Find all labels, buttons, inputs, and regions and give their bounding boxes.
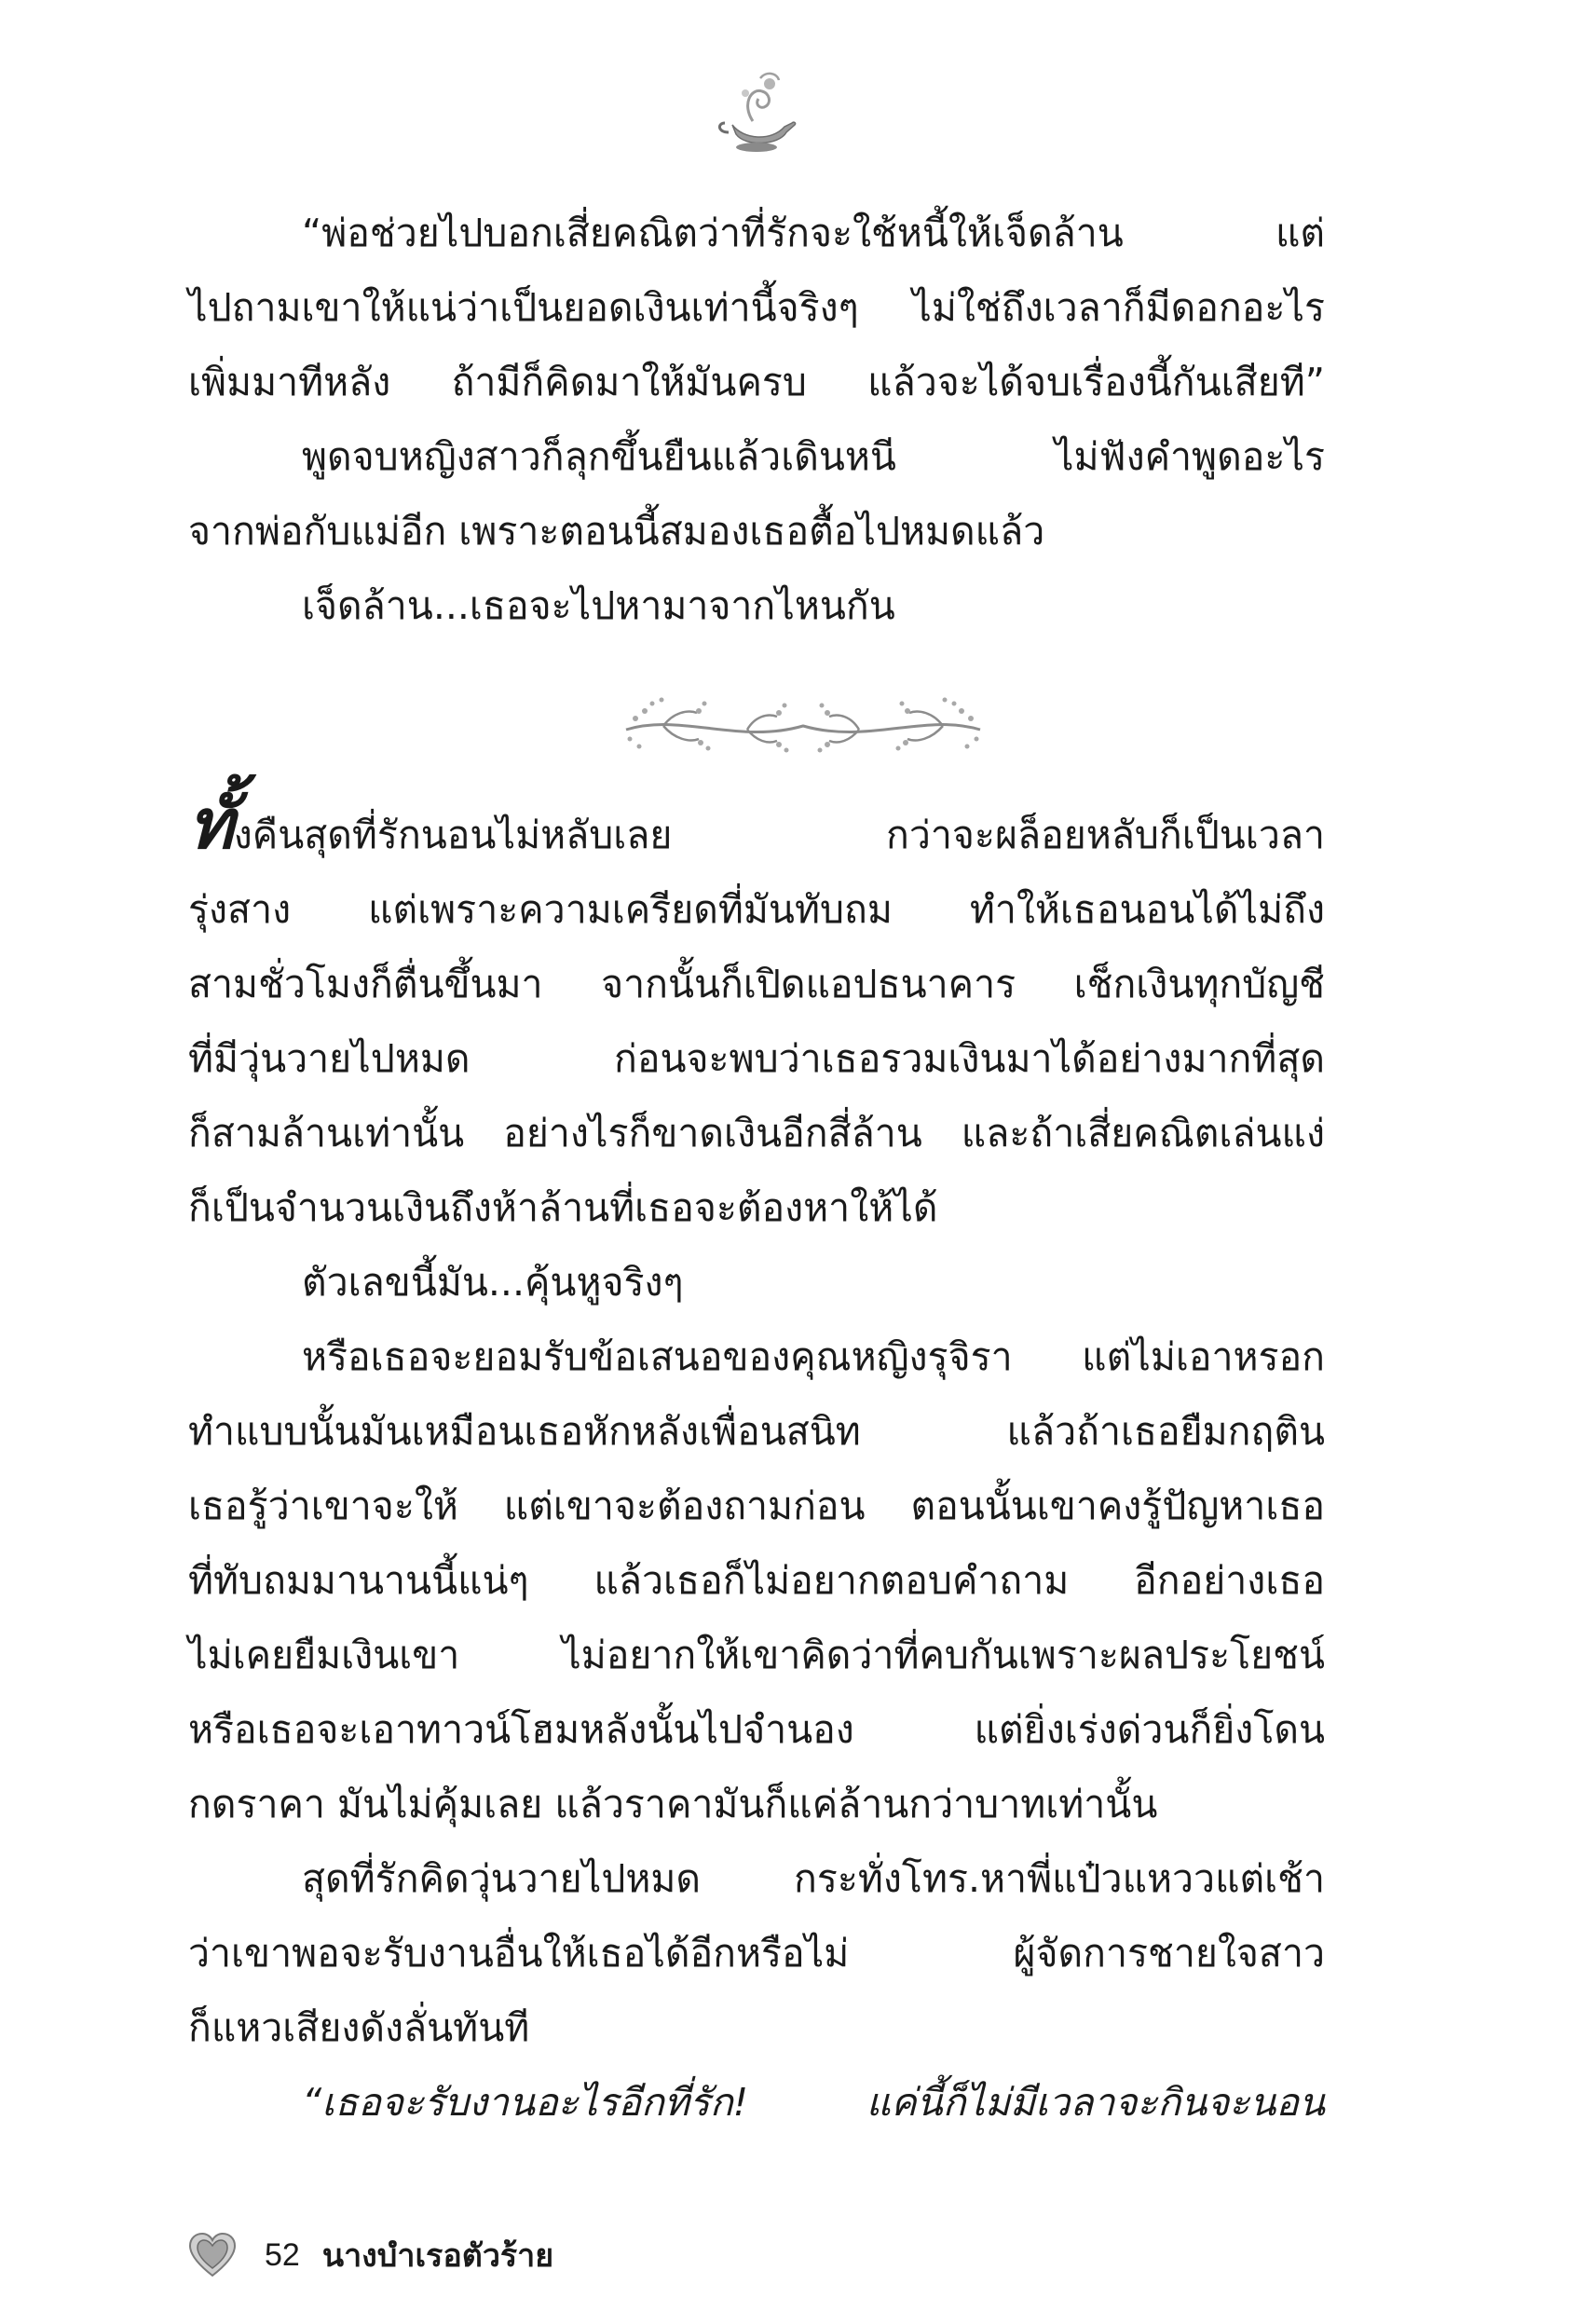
text-line: รุ่งสาง แต่เพราะความเครียดที่มันทับถม ทำให้เธอนอนได้ไม่ถึง <box>188 887 1325 932</box>
text-line: ก็แหวเสียงดังลั่นทันที <box>188 2005 530 2050</box>
text-line: เธอรู้ว่าเขาจะให้ แต่เขาจะต้องถามก่อน ตอนนั้นเขาคงรู้ปัญหาเธอ <box>188 1484 1325 1528</box>
text-line: สามชั่วโมงก็ตื่นขึ้นมา จากนั้นก็เปิดแอปธนาคาร เช็กเงินทุกบัญชี <box>188 962 1325 1006</box>
first-line-text: งคืนสุดที่รักนอนไม่หลับเลย กว่าจะผล็อยหลับก็เป็นเวลา <box>233 813 1325 857</box>
text-line: สุดที่รักคิดวุ่นวายไปหมด กระทั่งโทร.หาพี่แป๋วแหววแต่เช้า <box>302 1856 1325 1901</box>
text-line: ที่ทับถมมานานนี้แน่ๆ แล้วเธอก็ไม่อยากตอบคำถาม อีกอย่างเธอ <box>188 1558 1325 1603</box>
text-line: “เธอจะรับงานอะไรอีกที่รัก! แค่นี้ก็ไม่มีเวลาจะกินจะนอน <box>302 2080 1325 2125</box>
text-line: ว่าเขาพอจะรับงานอื่นให้เธอได้อีกหรือไม่ ผู้จัดการชายใจสาว <box>188 1931 1325 1976</box>
text-line: พูดจบหญิงสาวก็ลุกขึ้นยืนแล้วเดินหนี ไม่ฟังคำพูดอะไร <box>302 434 1325 479</box>
page-number: 52 <box>265 2236 300 2273</box>
text-line: ที่มีวุ่นวายไปหมด ก่อนจะพบว่าเธอรวมเงินมาได้อย่างมากที่สุด <box>188 1036 1325 1081</box>
text-line: ตัวเลขนี้มัน...คุ้นหูจริงๆ <box>302 1260 684 1305</box>
text-line: กดราคา มันไม่คุ้มเลย แล้วราคามันก็แค่ล้านกว่าบาทเท่านั้น <box>188 1782 1158 1826</box>
text-line: จากพ่อกับแม่อีก เพราะตอนนี้สมองเธอตื้อไปหมดแล้ว <box>188 509 1045 554</box>
heart-icon <box>186 2229 239 2281</box>
text-line: ไม่เคยยืมเงินเขา ไม่อยากให้เขาคิดว่าที่คบกันเพราะผลประโยชน์ <box>188 1633 1325 1677</box>
book-title: นางบำเรอตัวร้าย <box>321 2237 554 2275</box>
drop-cap: ทั้ <box>188 785 234 865</box>
text-line: หรือเธอจะยอมรับข้อเสนอของคุณหญิงรุจิรา แต่ไม่เอาหรอก <box>302 1334 1325 1379</box>
text-line: เพิ่มมาทีหลัง ถ้ามีก็คิดมาให้มันครบ แล้วจะได้จบเรื่องนี้กันเสียที” <box>188 360 1325 404</box>
page-footer <box>186 2227 553 2283</box>
text-line: ก็เป็นจำนวนเงินถึงห้าล้านที่เธอจะต้องหาให้ได้ <box>188 1185 938 1230</box>
paragraph-block-1 <box>188 196 1325 643</box>
paragraph-block-2 <box>188 785 1325 2140</box>
text-line: “พ่อช่วยไปบอกเสี่ยคณิตว่าที่รักจะใช้หนี้ให้เจ็ดล้าน แต่ <box>302 211 1325 255</box>
genie-lamp-ornament-icon <box>704 67 807 170</box>
text-line: ไปถามเขาให้แน่ว่าเป็นยอดเงินเท่านี้จริงๆ ไม่ใช่ถึงเวลาก็มีดอกอะไร <box>188 285 1325 330</box>
text-line: ก็สามล้านเท่านั้น อย่างไรก็ขาดเงินอีกสี่ล้าน และถ้าเสี่ยคณิตเล่นแง่ <box>188 1111 1325 1156</box>
text-line-first <box>188 785 1325 872</box>
floral-divider-icon <box>607 685 999 769</box>
text-line: หรือเธอจะเอาทาวน์โฮมหลังนั้นไปจำนอง แต่ยิ่งเร่งด่วนก็ยิ่งโดน <box>188 1707 1325 1752</box>
text-line: เจ็ดล้าน...เธอจะไปหามาจากไหนกัน <box>302 583 895 628</box>
text-line: ทำแบบนั้นมันเหมือนเธอหักหลังเพื่อนสนิท แล้วถ้าเธอยืมกฤติน <box>188 1409 1325 1454</box>
